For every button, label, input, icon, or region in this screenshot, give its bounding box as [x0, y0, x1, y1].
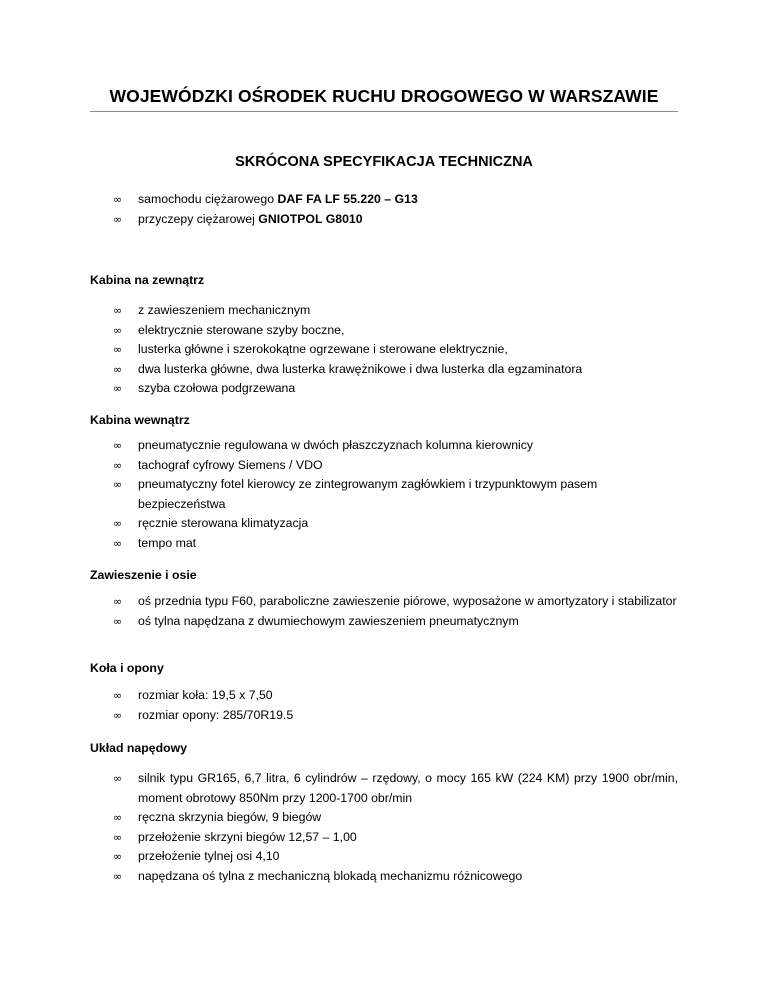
section-list-interior-cab [113, 436, 678, 553]
list-item: ∞ oś tylna napędzana z dwumiechowym zawieszeniem pneumatycznym [113, 612, 678, 632]
section-list-exterior-cab [113, 301, 678, 399]
list-item: ∞ ręcznie sterowana klimatyzacja [113, 514, 678, 534]
bullet-icon: ∞ [113, 689, 123, 702]
section-heading-wheels-tyres: Koła i opony [90, 661, 164, 675]
section-list-suspension-axles [113, 592, 678, 631]
bullet-icon: ∞ [113, 362, 123, 376]
list-item: ∞ rozmiar koła: 19,5 x 7,50 [113, 686, 678, 706]
bullet-icon: ∞ [113, 193, 123, 206]
bullet-icon: ∞ [113, 830, 123, 844]
bullet-icon: ∞ [113, 811, 123, 824]
list-item: ∞ elektrycznie sterowane szyby boczne, [113, 321, 678, 341]
header-divider [90, 111, 678, 112]
organization-title: WOJEWÓDZKI OŚRODEK RUCHU DROGOWEGO W WARSZAWIE [109, 86, 659, 106]
list-item: ∞ tempo mat [113, 534, 678, 554]
bullet-icon: ∞ [113, 212, 123, 226]
bullet-icon: ∞ [113, 323, 123, 337]
list-item: ∞ przełożenie tylnej osi 4,10 [113, 847, 678, 867]
list-item: ∞ ręczna skrzynia biegów, 9 biegów [113, 808, 678, 828]
section-heading-interior-cab: Kabina wewnątrz [90, 413, 190, 427]
list-item: ∞ przyczepy ciężarowej GNIOTPOL G8010 [113, 210, 678, 230]
vehicle-model: DAF FA LF 55.220 – G13 [277, 192, 418, 206]
bullet-icon: ∞ [113, 439, 123, 452]
bullet-icon: ∞ [113, 478, 123, 491]
list-item: ∞ napędzana oś tylna z mechaniczną blokadą mechanizmu różnicowego [113, 867, 678, 887]
list-item: ∞ pneumatycznie regulowana w dwóch płaszczyznach kolumna kierownicy [113, 436, 678, 456]
section-heading-drivetrain: Układ napędowy [90, 741, 188, 755]
list-item: ∞ tachograf cyfrowy Siemens / VDO [113, 456, 678, 476]
bullet-icon: ∞ [113, 304, 123, 317]
list-item: ∞ lusterka główne i szerokokątne ogrzewane i sterowane elektrycznie, [113, 340, 678, 360]
list-item: ∞ rozmiar opony: 285/70R19.5 [113, 706, 678, 726]
section-list-drivetrain [113, 769, 678, 886]
document-title: SKRÓCONA SPECYFIKACJA TECHNICZNA [235, 154, 533, 170]
list-item: ∞ z zawieszeniem mechanicznym [113, 301, 678, 321]
section-heading-suspension-axles: Zawieszenie i osie [90, 568, 197, 582]
bullet-icon: ∞ [113, 708, 123, 722]
section-heading-exterior-cab: Kabina na zewnątrz [90, 273, 205, 287]
list-item: ∞ oś przednia typu F60, paraboliczne zawieszenie piórowe, wyposażone w amortyzatory i stabilizator [113, 592, 678, 612]
list-item: ∞ samochodu ciężarowego DAF FA LF 55.220 – G13 [113, 190, 678, 210]
vehicle-list [113, 190, 678, 229]
bullet-icon: ∞ [113, 614, 123, 628]
trailer-model: GNIOTPOL G8010 [258, 211, 363, 226]
bullet-icon: ∞ [113, 595, 123, 608]
bullet-icon: ∞ [113, 536, 123, 550]
bullet-icon: ∞ [113, 382, 123, 395]
section-list-wheels-tyres [113, 686, 678, 725]
bullet-icon: ∞ [113, 772, 123, 785]
list-item: ∞ szyba czołowa podgrzewana [113, 379, 678, 399]
list-item: ∞ dwa lusterka główne, dwa lusterka krawężnikowe i dwa lusterka dla egzaminatora [113, 360, 678, 380]
bullet-icon: ∞ [113, 458, 123, 472]
list-item: ∞ pneumatyczny fotel kierowcy ze zintegrowanym zagłówkiem i trzypunktowym pasem bezpieczeństwa [113, 477, 598, 511]
bullet-icon: ∞ [113, 517, 123, 530]
bullet-icon: ∞ [113, 850, 123, 863]
list-item: ∞ przełożenie skrzyni biegów 12,57 – 1,00 [113, 828, 678, 848]
list-item: ∞ silnik typu GR165, 6,7 litra, 6 cylindrów – rzędowy, o mocy 165 kW (224 KM) przy 1900 obr/min, moment obrotowy 850Nm przy 1200-1700 obr/min [113, 771, 678, 805]
bullet-icon: ∞ [113, 343, 123, 356]
bullet-icon: ∞ [113, 869, 123, 883]
